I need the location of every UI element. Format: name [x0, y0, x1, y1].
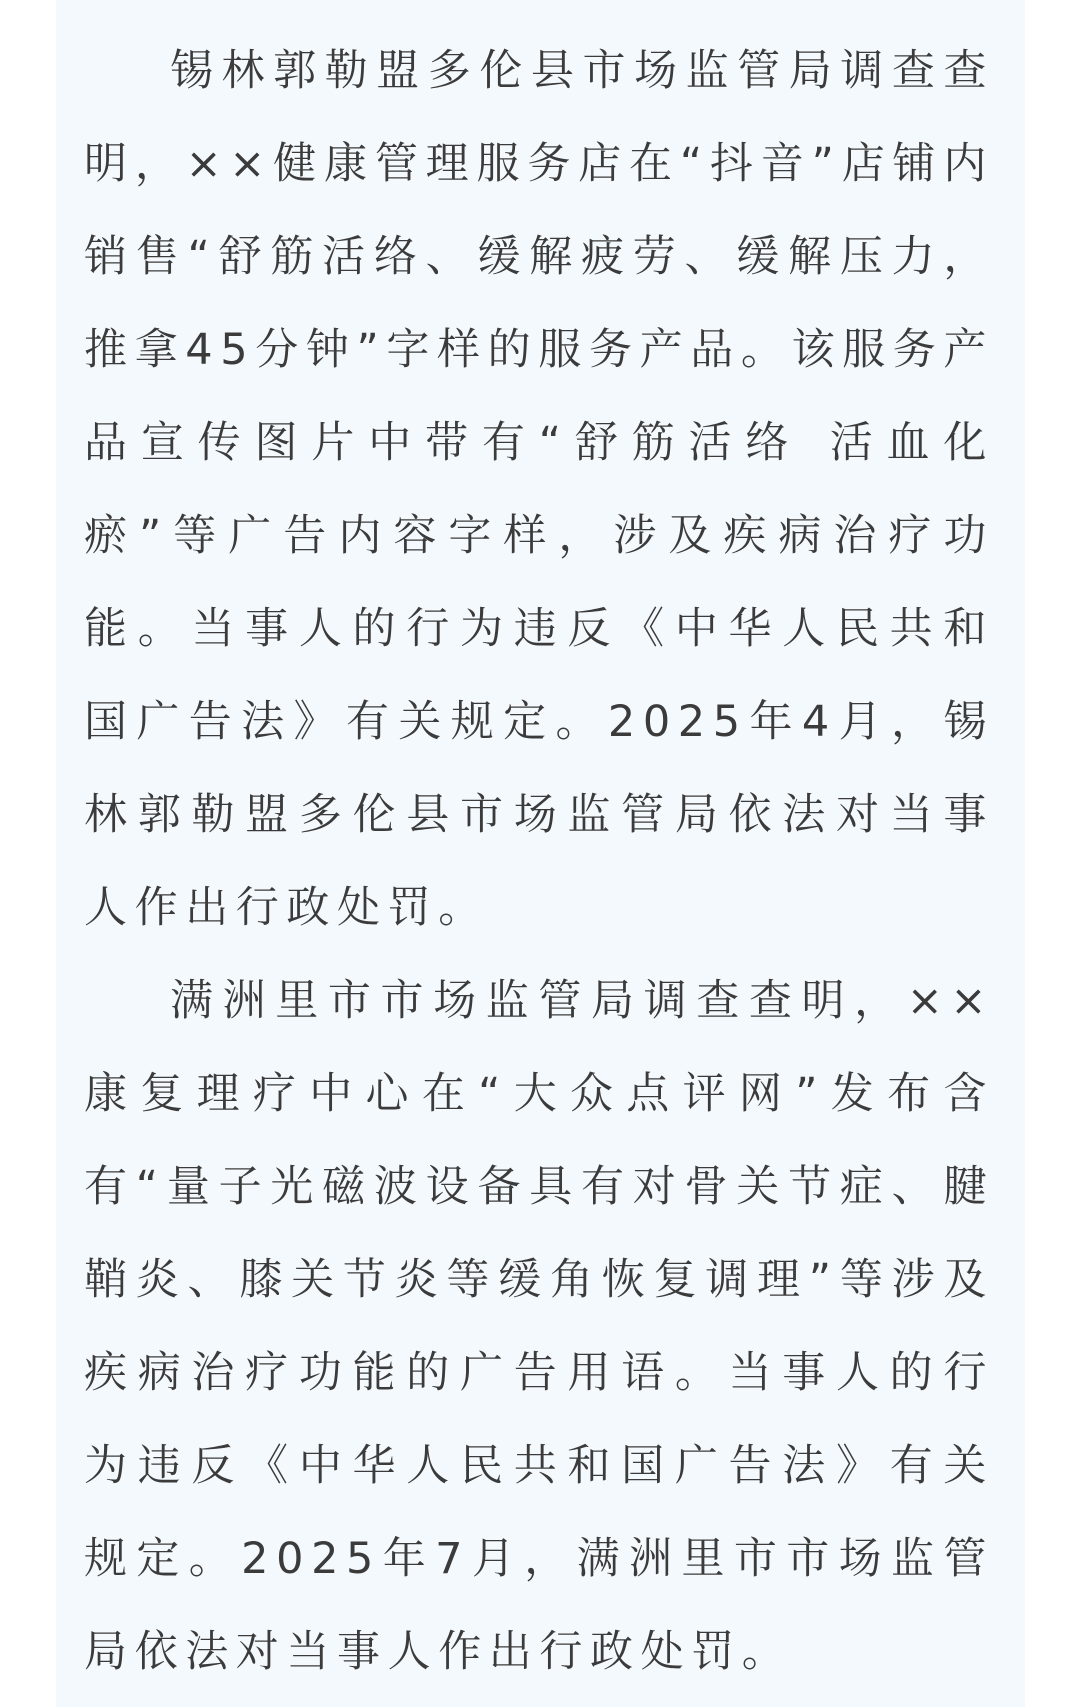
paragraph-manzhouli-case: 满洲里市市场监管局调查查明，××康复理疗中心在“大众点评网”发布含有“量子光磁波设备具有对骨关节症、腱鞘炎、膝关节炎等缓角恢复调理”等涉及疾病治疗功能的广告用语。当事人的行为违反《中华人民共和国广告法》有关规定。2025年7月，满洲里市市场监管局依法对当事人作出行政处罚。: [84, 976, 994, 1677]
article-body: [84, 25, 994, 1699]
paragraph-duolun-case: 锡林郭勒盟多伦县市场监管局调查查明，××健康管理服务店在“抖音”店铺内销售“舒筋活络、缓解疲劳、缓解压力，推拿45分钟”字样的服务产品。该服务产品宣传图片中带有“舒筋活络 活血化瘀”等广告内容字样，涉及疾病治疗功能。当事人的行为违反《中华人民共和国广告法》有关规定。2025年4月，锡林郭勒盟多伦县市场监管局依法对当事人作出行政处罚。: [84, 46, 994, 933]
